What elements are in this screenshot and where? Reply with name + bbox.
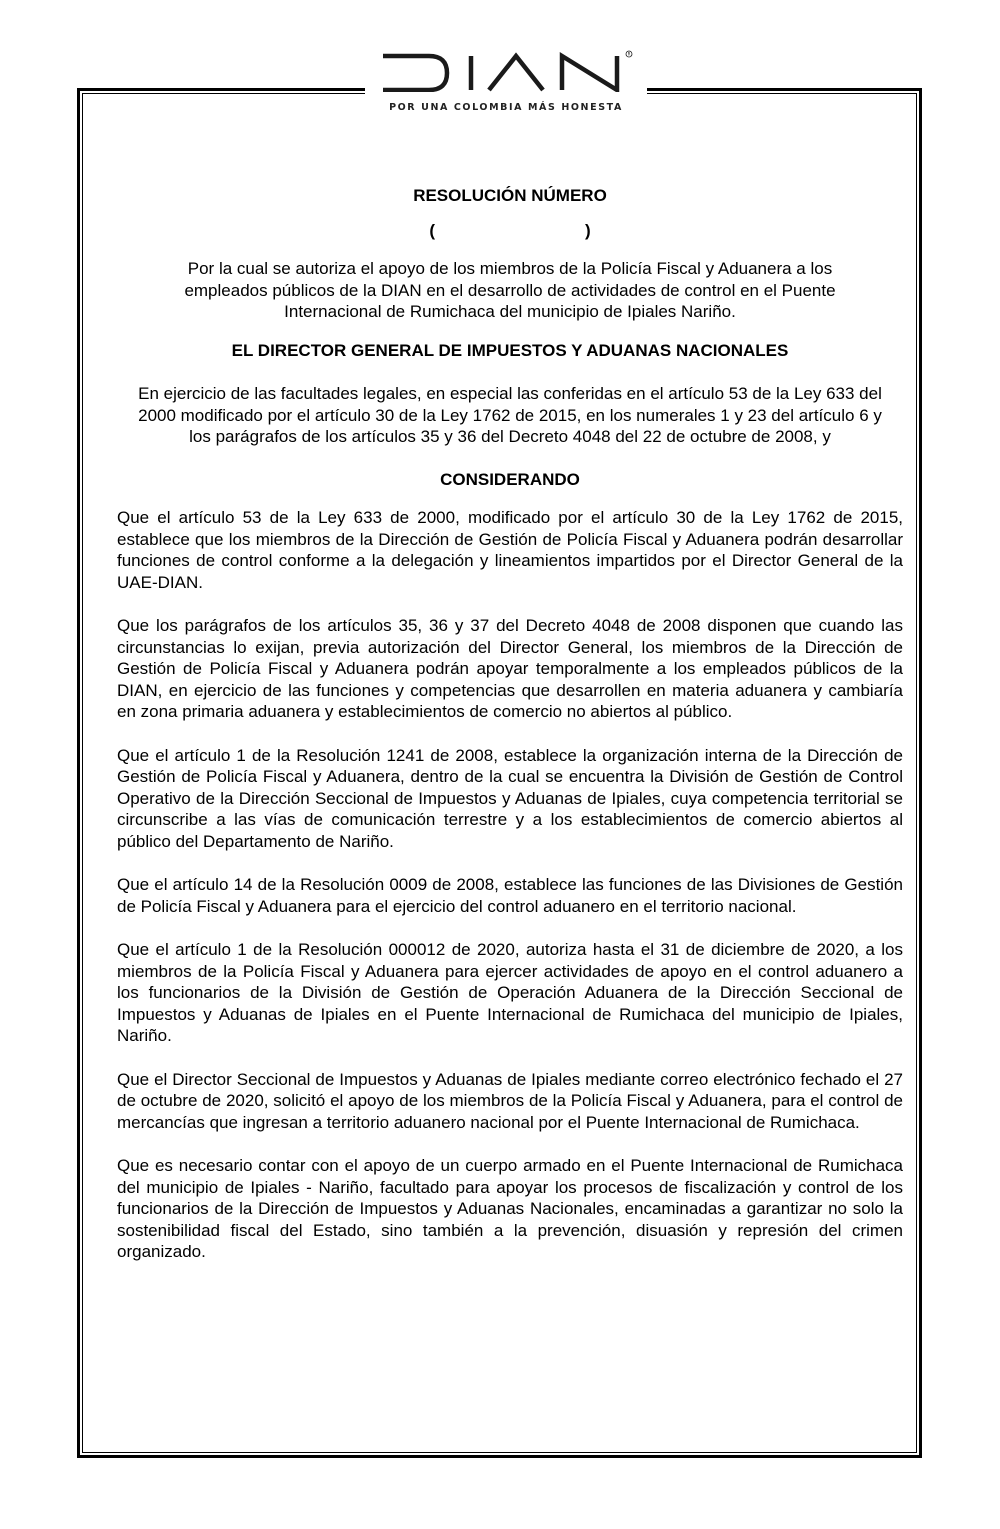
resolution-document xyxy=(117,180,903,1263)
considering-paragraph: Que el artículo 53 de la Ley 633 de 2000, modificado por el artículo 30 de la Ley 1762 de 2015, establece que los miembros de la Dirección de Gestión de Policía Fiscal y Aduanera podrán desarrollar funciones de control conforme a la delegación y lineamientos impartidos por el Director General de la UAE-DIAN. xyxy=(117,508,903,592)
considering-paragraph: Que es necesario contar con el apoyo de un cuerpo armado en el Puente Internacional de Rumichaca del municipio de Ipiales - Nariño, facultado para apoyar los procesos de fiscalización y control de los funcionarios de la Dirección de Impuestos y Aduanas Nacionales, encaminadas a garantizar no solo la sostenibilidad fiscal del Estado, sino también a la prevención, disuasión y represión del crimen organizado. xyxy=(117,1156,903,1261)
considering-paragraph: Que el artículo 14 de la Resolución 0009 de 2008, establece las funciones de las Divisiones de Gestión de Policía Fiscal y Aduanera para el ejercicio del control aduanero en el territorio nacional. xyxy=(117,875,903,916)
considering-paragraph: Que el artículo 1 de la Resolución 000012 de 2020, autoriza hasta el 31 de diciembre de 2020, a los miembros de la Policía Fiscal y Aduanera para ejercer actividades de apoyo en el control aduanero a los funcionarios de la División de Gestión de Operación Aduanera de la Dirección Seccional de Impuestos y Aduanas de Ipiales en el Puente Internacional de Rumichaca del municipio de Ipiales, Nariño. xyxy=(117,940,903,1045)
dian-logo-mark xyxy=(379,48,634,92)
resolution-subject: Por la cual se autoriza el apoyo de los miembros de la Policía Fiscal y Aduanera a los empleados públicos de la DIAN en el desarrollo de actividades de control en el Puente Internacional de Rumichaca del municipio de Ipiales Nariño. xyxy=(184,259,836,321)
svg-text:R: R xyxy=(627,51,631,57)
issuer-heading: EL DIRECTOR GENERAL DE IMPUESTOS Y ADUANAS NACIONALES xyxy=(231,340,789,360)
paren-close: ) xyxy=(585,220,591,240)
resolution-title: RESOLUCIÓN NÚMERO xyxy=(413,186,607,205)
considering-paragraph: Que el Director Seccional de Impuestos y Aduanas de Ipiales mediante correo electrónico fechado el 27 de octubre de 2020, solicitó el apoyo de los miembros de la Policía Fiscal y Aduanera, para el control de mercancías que ingresan a territorio aduanero nacional por el Puente Internacional de Rumichaca. xyxy=(117,1069,903,1132)
legal-powers: En ejercicio de las facultades legales, en especial las conferidas en el artículo 53 de la Ley 633 del 2000 modificado por el artículo 30 de la Ley 1762 de 2015, en los numerales 1 y 23 del artículo 6 y los parágrafos de los artículos 35 y 36 del Decreto 4048 del 22 de octubre de 2008, y xyxy=(138,384,882,446)
logo-tagline: POR UNA COLOMBIA MÁS HONESTA xyxy=(389,102,623,113)
considering-heading: CONSIDERANDO xyxy=(440,469,580,489)
considering-paragraph: Que los parágrafos de los artículos 35, 36 y 37 del Decreto 4048 de 2008 disponen que cuando las circunstancias lo exijan, previa autorización del Director General, los miembros de la Dirección de Gestión de Policía Fiscal y Aduanera podrán apoyar temporalmente a los empleados públicos de la DIAN, en ejercicio de las funciones y competencias que desarrollen en materia aduanera y cambiaría en zona primaria aduanera y establecimientos de comercio no abiertos al público. xyxy=(117,616,903,721)
considering-paragraph: Que el artículo 1 de la Resolución 1241 de 2008, establece la organización interna de la Dirección de Gestión de Policía Fiscal y Aduanera, dentro de la cual se encuentra la División de Gestión de Control Operativo de la Dirección Seccional de Impuestos y Aduanas de Ipiales, cuya competencia territorial se circunscribe a las vías de comunicación terrestre y a los establecimientos de comercio abiertos al público del Departamento de Nariño. xyxy=(117,745,903,851)
dian-logo xyxy=(365,40,647,122)
paren-open: ( xyxy=(429,220,435,240)
resolution-number-placeholder xyxy=(117,220,903,242)
